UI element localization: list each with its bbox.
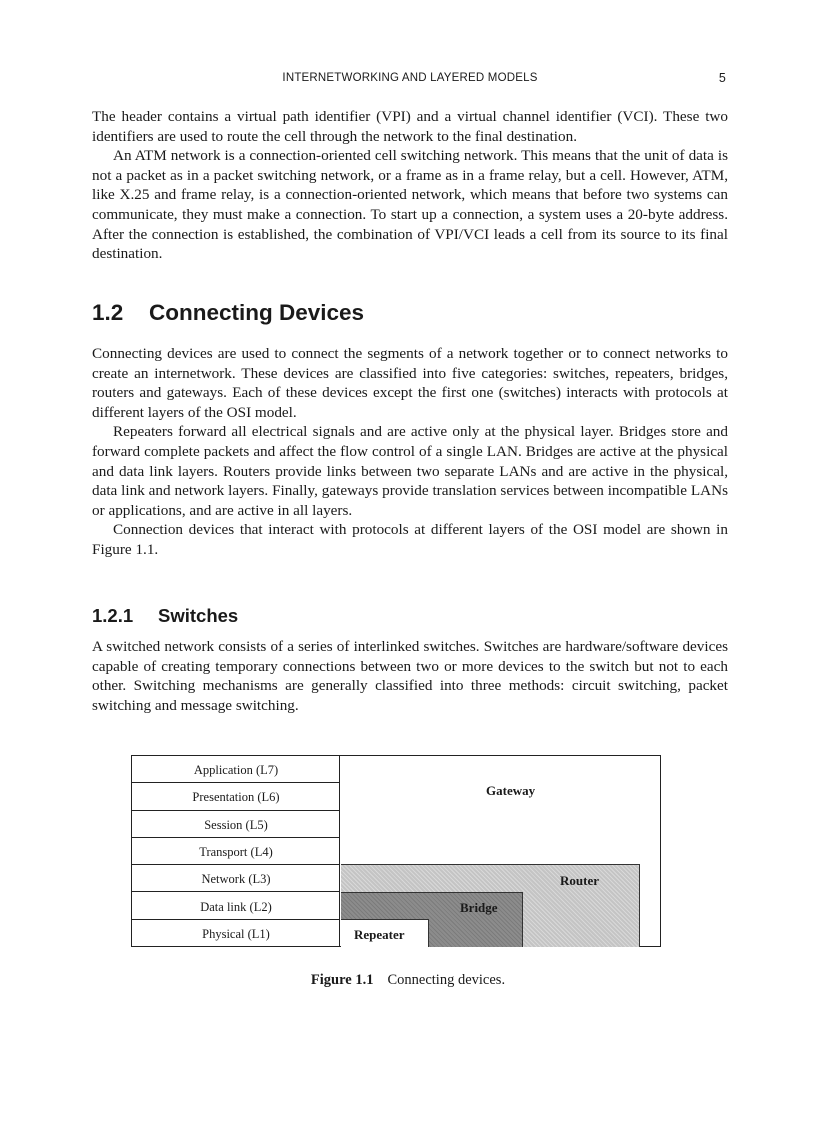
subsection-text (92, 637, 728, 715)
layer-application: Application (L7) (132, 756, 340, 783)
figure-caption-text: Connecting devices. (387, 972, 506, 988)
section-text (92, 344, 728, 560)
intro-paragraph-1: The header contains a virtual path identifier (VPI) and a virtual channel identifier (VCI). These two identifiers are used to route the cell through the network to the final destination. (92, 108, 728, 145)
router-label: Router (560, 873, 599, 888)
layer-presentation: Presentation (L6) (132, 783, 340, 810)
running-title: INTERNETWORKING AND LAYERED MODELS (282, 72, 538, 84)
section-heading (92, 300, 364, 326)
subsection-paragraph-1: A switched network consists of a series of interlinked switches. Switches are hardware/software devices capable of creating temporary connections between two or more devices to the switch but not to each other. Switching mechanisms are generally classified into three methods: circuit switching, packet switching and message switching. (92, 638, 728, 714)
layer-network: Network (L3) (132, 865, 340, 892)
subsection-title: Switches (158, 605, 239, 626)
layer-data-link: Data link (L2) (132, 893, 340, 920)
section-title: Connecting Devices (149, 300, 365, 325)
gateway-label: Gateway (486, 783, 536, 798)
osi-layer-column (131, 755, 340, 947)
bridge-label: Bridge (460, 900, 498, 915)
figure-caption (0, 972, 816, 989)
figure-caption-label: Figure 1.1 (310, 972, 374, 988)
repeater-label: Repeater (354, 927, 405, 942)
section-paragraph-2: Repeaters forward all electrical signals and are active only at the physical layer. Bridges store and forward complete packets and affect the flow control of a single LAN. Bridges are active at the physical and data link layers. Routers provide links between two separate LANs and are active in the physical, data link and network layers. Finally, gateways provide translation services between incompatible LANs or applications, and are active in all layers. (92, 423, 728, 519)
subsection-number: 1.2.1 (92, 605, 134, 626)
section-paragraph-1: Connecting devices are used to connect the segments of a network together or to connect networks to create an internetwork. These devices are classified into five categories: switches, repeaters, bridges, routers and gateways. Each of these devices except the first one (switches) interacts with protocols at different layers of the OSI model. (92, 345, 728, 421)
section-paragraph-3: Connection devices that interact with protocols at different layers of the OSI model are shown in Figure 1.1. (92, 521, 728, 558)
section-number: 1.2 (92, 300, 124, 325)
intro-paragraph-2: An ATM network is a connection-oriented cell switching network. This means that the unit of data is not a packet as in a packet switching network, or a frame as in a frame relay, but a cell. However, ATM, like X.25 and frame relay, is a connection-oriented network, which means that before two systems can communicate, they must make a connection. To start up a connection, a system uses a 20-byte address. After the connection is established, the combination of VPI/VCI leads a cell from its source to its final destination. (92, 147, 728, 263)
page-number: 5 (718, 71, 726, 85)
subsection-heading (92, 605, 238, 627)
layer-transport: Transport (L4) (132, 838, 340, 865)
intro-text (92, 107, 728, 264)
figure-connecting-devices (131, 755, 661, 947)
running-head (92, 70, 728, 88)
layer-session: Session (L5) (132, 811, 340, 838)
layer-physical: Physical (L1) (202, 926, 270, 941)
